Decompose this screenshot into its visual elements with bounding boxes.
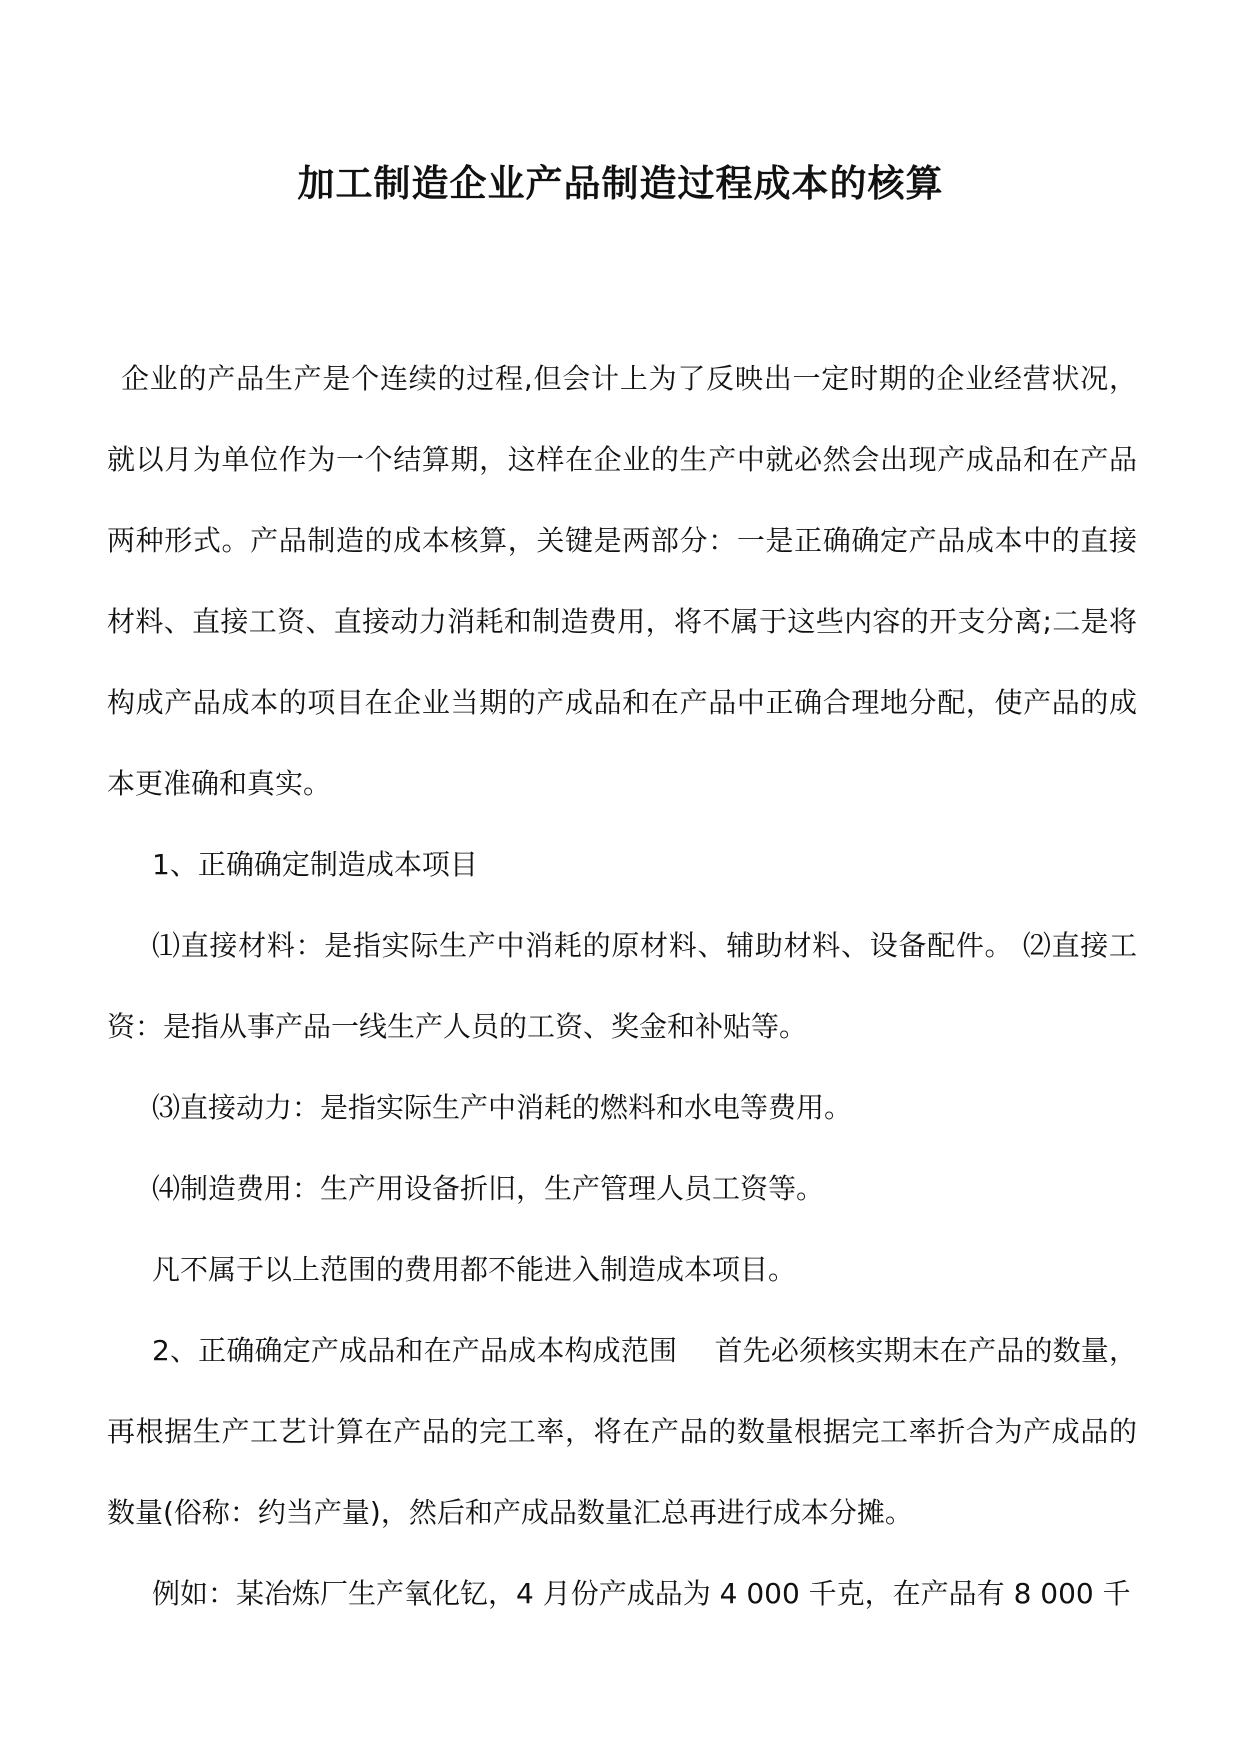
section-heading-1: 1、正确确定制造成本项目 (152, 848, 478, 881)
paragraph-exclusion-note: 凡不属于以上范围的费用都不能进入制造成本项目。 (152, 1253, 797, 1286)
section-heading-2-paragraph: 2、正确确定产成品和在产品成本构成范围 首先必须核实期末在产品的数量，再根据生产工艺计算在产品的完工率，将在产品的数量根据完工率折合为产成品的数量(俗称：约当产量)，然后和产成品数量汇总再进行成本分摊。 (107, 1334, 1137, 1529)
document-title: 加工制造企业产品制造过程成本的核算 (297, 161, 944, 205)
paragraph-intro: 企业的产品生产是个连续的过程,但会计上为了反映出一定时期的企业经营状况，就以月为单位作为一个结算期，这样在企业的生产中就必然会出现产成品和在产品两种形式。产品制造的成本核算，关键是两部分：一是正确确定产品成本中的直接材料、直接工资、直接动力消耗和制造费用，将不属于这些内容的开支分离;二是将构成产品成本的项目在企业当期的产成品和在产品中正确合理地分配，使产品的成本更准确和真实。 (107, 362, 1137, 800)
paragraph-direct-materials-wages: ⑴直接材料：是指实际生产中消耗的原材料、辅助材料、设备配件。 ⑵直接工资：是指从事产品一线生产人员的工资、奖金和补贴等。 (107, 929, 1137, 1043)
paragraph-example: 例如：某冶炼厂生产氧化钇，4 月份产成品为 4 000 千克，在产品有 8 000 千 (152, 1577, 1131, 1610)
paragraph-manufacturing-overhead: ⑷制造费用：生产用设备折旧，生产管理人员工资等。 (152, 1172, 825, 1205)
paragraph-direct-power: ⑶直接动力：是指实际生产中消耗的燃料和水电等费用。 (152, 1091, 853, 1124)
document-body (107, 338, 1137, 1634)
